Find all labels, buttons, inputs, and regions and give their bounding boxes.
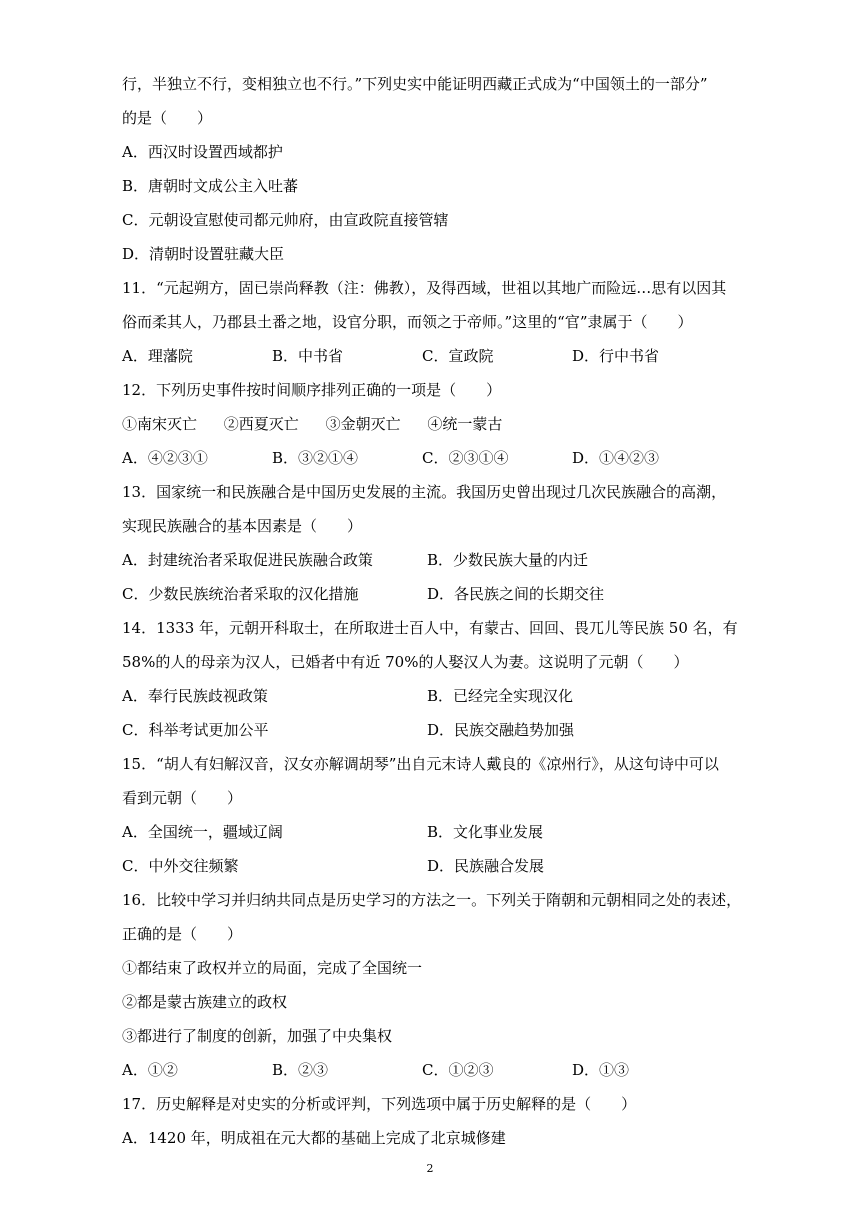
options-row [122,849,742,883]
option-a: A．1420 年，明成祖在元大都的基础上完成了北京城修建 [122,1129,506,1147]
question-column [122,67,742,1155]
options-row [122,441,742,475]
question-text-line: 16．比较中学习并归纳共同点是历史学习的方法之一。下列关于隋朝和元朝相同之处的表述， [122,891,742,909]
question-text-line: 15．“胡人有妇解汉音，汉女亦解调胡琴”出自元末诗人戴良的《凉州行》，从这句诗中可以 [122,755,719,773]
statement-item: ③都进行了制度的创新，加强了中央集权 [122,1027,393,1045]
question-text-line: 14．1333 年，元朝开科取士，在所取进士百人中，有蒙古、回回、畏兀儿等民族 50 名，有 [122,619,738,637]
option-b: B．少数民族大量的内迁 [427,551,589,569]
options-row [122,713,742,747]
option-d: D．①④②③ [572,449,660,467]
question-15 [122,747,742,883]
option-a: A．④②③① [122,449,208,467]
options-row [122,1053,742,1087]
question-text-line: 17．历史解释是对史实的分析或评判，下列选项中属于历史解释的是（ ） [122,1095,637,1113]
option-a: A．奉行民族歧视政策 [122,687,268,705]
question-text-line: 正确的是（ ） [122,925,243,943]
question-text-line: 58%的人的母亲为汉人，已婚者中有近 70%的人娶汉人为妻。这说明了元朝（ ） [122,653,689,671]
question-17 [122,1087,742,1155]
question-text-line: 行，半独立不行，变相独立也不行。”下列史实中能证明西藏正式成为“中国领土的一部分” [122,75,708,93]
question-text-line: 12．下列历史事件按时间顺序排列正确的一项是（ ） [122,381,502,399]
event-item: ④统一蒙古 [427,415,503,433]
option-b: B．文化事业发展 [427,823,544,841]
option-b: B．③②①④ [272,449,359,467]
option-c: C．①②③ [422,1061,494,1079]
question-10-continued [122,67,742,271]
options-row [122,679,742,713]
option-d: D．行中书省 [572,347,660,365]
options-row [122,543,742,577]
option-a: A．西汉时设置西域都护 [122,143,283,161]
question-14 [122,611,742,747]
option-d: D．各民族之间的长期交往 [427,585,605,603]
event-item: ①南宋灭亡 [122,415,198,433]
statement-item: ①都结束了政权并立的局面，完成了全国统一 [122,959,423,977]
question-text-line: 实现民族融合的基本因素是（ ） [122,517,363,535]
option-a: A．①② [122,1061,178,1079]
option-d: D．①③ [572,1061,630,1079]
options-row [122,577,742,611]
option-a: A．理藩院 [122,347,193,365]
statement-item: ②都是蒙古族建立的政权 [122,993,288,1011]
question-text-line: 13．国家统一和民族融合是中国历史发展的主流。我国历史曾出现过几次民族融合的高潮， [122,483,727,501]
option-b: B．中书省 [272,347,344,365]
question-12 [122,373,742,475]
option-d: D．民族交融趋势加强 [427,721,575,739]
options-row [122,815,742,849]
event-item: ②西夏灭亡 [223,415,299,433]
option-c: C．元朝设宣慰使司都元帅府，由宣政院直接管辖 [122,211,449,229]
question-13 [122,475,742,611]
page-number: 2 [426,1162,434,1175]
question-text-line: 俗而柔其人，乃郡县土番之地，设官分职，而领之于帝师。”这里的“官”隶属于（ ） [122,313,693,331]
option-c: C．少数民族统治者采取的汉化措施 [122,585,359,603]
option-d: D．民族融合发展 [427,857,545,875]
option-b: B．②③ [272,1061,329,1079]
options-row [122,339,742,373]
option-a: A．全国统一，疆域辽阔 [122,823,283,841]
option-b: B．唐朝时文成公主入吐蕃 [122,177,299,195]
option-c: C．宣政院 [422,347,494,365]
option-c: C．②③①④ [422,449,509,467]
option-c: C．中外交往频繁 [122,857,239,875]
question-text-line: 的是（ ） [122,109,213,127]
option-d: D．清朝时设置驻藏大臣 [122,245,285,263]
question-text-line: 11．“元起朔方，固已崇尚释教（注：佛教），及得西域，世祖以其地广而险远…思有以因其 [122,279,727,297]
event-item: ③金朝灭亡 [325,415,401,433]
event-list [122,407,742,441]
option-b: B．已经完全实现汉化 [427,687,574,705]
question-text-line: 看到元朝（ ） [122,789,243,807]
question-11 [122,271,742,373]
option-c: C．科举考试更加公平 [122,721,269,739]
question-16 [122,883,742,1087]
option-a: A．封建统治者采取促进民族融合政策 [122,551,373,569]
